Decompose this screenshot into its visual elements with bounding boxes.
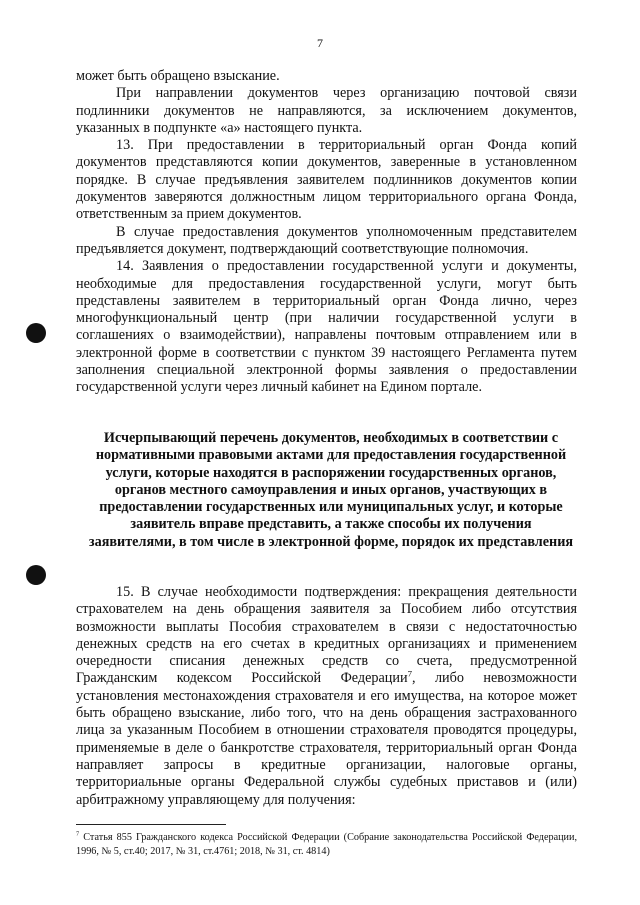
paragraph-text: 15. В случае необходимости подтверждения: прекращения деятельности страхователем на день обращения заявителя за Пособием либо отсутствия возможности выплаты Пособия страхователем в связи с недостаточностью денежных средств на его счетах в кредитных организациях и применением очередности списания денежных средств со счета, предусмотренной Гражданским кодексом Российской Федерации <box>76 584 577 687</box>
paragraph: В случае предоставления документов уполномоченным представителем предъявляется документ, подтверждающий соответствующие полномочия. <box>76 223 577 257</box>
body-text-top <box>76 68 577 397</box>
body-text-bottom <box>76 584 577 809</box>
footnote <box>76 831 577 858</box>
paragraph: 14. Заявления о предоставлении государственной услуги и документы, необходимые для предоставления государственной услуги, могут быть представлены заявителем в территориальный орган Фонда лично, через многофункциональный центр (при наличии государственной услуги в соглашениях о взаимодействии), направлены почтовым отправлением или в электронной форме в соответствии с пунктом 39 настоящего Регламента путем заполнения специальной электронной формы заявления о предоставлении государственной услуги через личный кабинет на Едином портале. <box>76 258 577 396</box>
footnote-marker: 7 <box>76 830 80 838</box>
paragraph-15 <box>76 584 577 809</box>
paragraph: 13. При предоставлении в территориальный орган Фонда копий документов представляются копии документов, заверенные в установленном порядке. В случае предъявления заявителем подлинников документов копии документов заверяются должностным лицом территориального органа Фонда, ответственным за прием документов. <box>76 137 577 223</box>
footnote-text: Статья 855 Гражданского кодекса Российской Федерации (Собрание законодательства Российской Федерации, 1996, № 5, ст.40; 2017, № 31, ст.4761; 2018, № 31, ст. 4814) <box>76 832 577 857</box>
footnote-divider <box>76 824 226 825</box>
paragraph: может быть обращено взыскание. <box>76 68 280 84</box>
punch-hole-mark <box>26 323 46 343</box>
punch-hole-mark <box>26 565 46 585</box>
paragraph: При направлении документов через организацию почтовой связи подлинники документов не направляются, за исключением документов, указанных в подпункте «а» настоящего пункта. <box>76 85 577 136</box>
page-number: 7 <box>317 36 323 50</box>
footnote-reference: 7 <box>407 668 412 679</box>
paragraph-text: , либо невозможности установления местонахождения страхователя и его имущества, на которое может быть обращено взыскание, либо того, что на день обращения застрахованного лица за указанным Пособием в отношении страхователя проводятся процедуры, применяемые в деле о банкротстве страхователя, территориальный орган Фонда направляет запросы в кредитные организации, налоговые органы, территориальные органы Федеральной службы судебных приставов и (или) арбитражному управляющему для получения: <box>76 670 577 808</box>
section-heading: Исчерпывающий перечень документов, необходимых в соответствии с нормативными правовыми актами для предоставления государственной услуги, которые находятся в распоряжении государственных органов, органов местного самоуправления и иных органов, участвующих в предоставлении государственных или муниципальных услуг, и которые заявитель вправе представить, а также способы их получения заявителями, в том числе в электронной форме, порядок их представления <box>88 430 574 550</box>
